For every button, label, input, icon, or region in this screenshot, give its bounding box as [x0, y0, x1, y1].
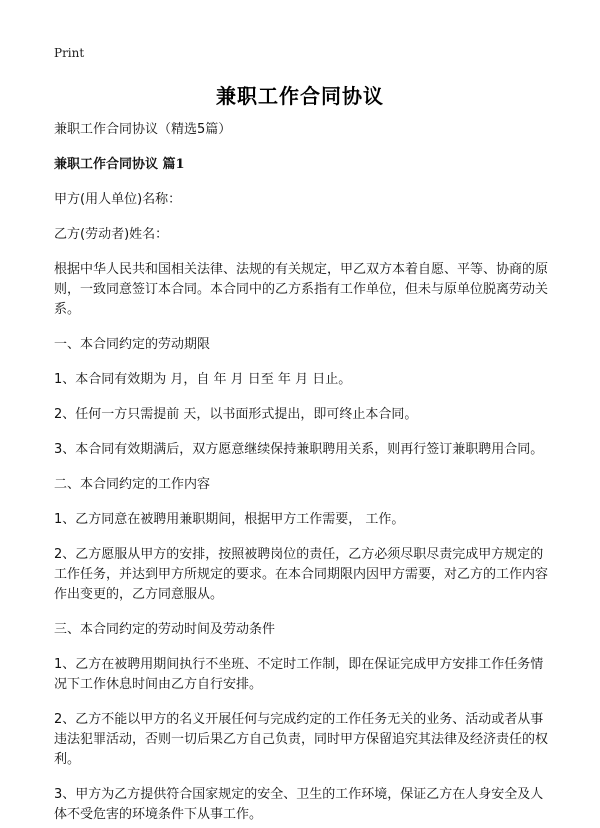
clause-heading-2: 二、本合同约定的工作内容: [54, 477, 211, 492]
preamble-paragraph: 根据中华人民共和国相关法律、法规的有关规定，甲乙双方本着自愿、平等、协商的原则，一致同意签订本合同。本合同中的乙方系指有工作单位，但未与原单位脱离劳动关系。: [54, 262, 549, 317]
clause-2-2: 2、乙方愿服从甲方的安排，按照被聘岗位的责任，乙方必须尽职尽责完成甲方规定的工作任务，并达到甲方所规定的要求。在本合同期限内因甲方需要，对乙方的工作内容作出变更的，乙方同意服从。: [54, 547, 549, 602]
clause-1-3: 3、本合同有效期满后，双方愿意继续保持兼职聘用关系，则再行签订兼职聘用合同。: [54, 442, 544, 457]
clause-3-3: 3、甲方为乙方提供符合国家规定的安全、卫生的工作环境，保证乙方在人身安全及人体不受危害的环境条件下从事工作。: [54, 787, 544, 822]
clause-3-2: 2、乙方不能以甲方的名义开展任何与完成约定的工作任务无关的业务、活动或者从事违法犯罪活动，否则一切后果乙方自己负责，同时甲方保留追究其法律及经济责任的权利。: [54, 712, 549, 767]
print-link[interactable]: Print: [54, 46, 85, 60]
page-title: 兼职工作合同协议: [216, 84, 384, 108]
document-subtitle: 兼职工作合同协议（精选5篇）: [54, 122, 232, 137]
clause-1-1: 1、本合同有效期为 月，自 年 月 日至 年 月 日止。: [54, 372, 352, 387]
clause-1-2: 2、任何一方只需提前 天，以书面形式提出，即可终止本合同。: [54, 407, 418, 422]
clause-3-1: 1、乙方在被聘用期间执行不坐班、不定时工作制，即在保证完成甲方安排工作任务情况下工作休息时间由乙方自行安排。: [54, 657, 544, 692]
clause-heading-3: 三、本合同约定的劳动时间及劳动条件: [54, 622, 276, 637]
document-body: [54, 120, 554, 828]
party-a-line: 甲方(用人单位)名称：: [54, 192, 182, 207]
party-b-line: 乙方(劳动者)姓名：: [54, 227, 169, 242]
clause-2-1: 1、乙方同意在被聘用兼职期间，根据甲方工作需要， 工作。: [54, 512, 405, 527]
clause-heading-1: 一、本合同约定的劳动期限: [54, 337, 211, 352]
section-heading: 兼职工作合同协议 篇1: [54, 157, 185, 172]
